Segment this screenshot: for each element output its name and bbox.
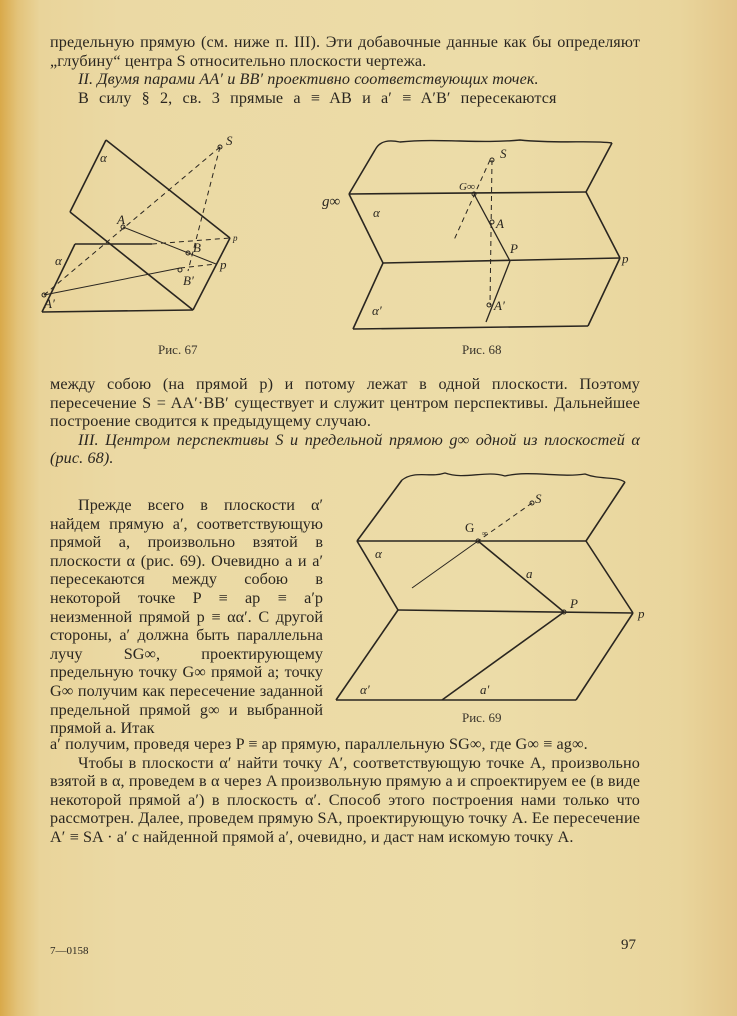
printer-signature: 7—0158 [50, 945, 89, 957]
figure-67 [44, 133, 310, 340]
label-a-prime: a′ [480, 682, 490, 697]
label-p: p [622, 251, 629, 266]
label-B: B [193, 240, 201, 255]
figure-69 [320, 470, 650, 710]
section-II-heading: II. Двумя парами AA′ и BB′ проективно соответствующих точек. [78, 70, 539, 89]
label-A: A [496, 216, 504, 231]
text-block-top [50, 33, 640, 107]
label-P: P [510, 241, 518, 256]
label-a: a [526, 566, 533, 581]
label-A: A [117, 212, 125, 227]
label-G-inf: G∞ [459, 181, 475, 193]
paragraph-6-continued: a′ получим, проведя через P ≡ ap прямую, параллельную SG∞, где G∞ ≡ ag∞. [50, 735, 588, 753]
label-alpha: α [373, 205, 380, 220]
label-p: p [220, 257, 227, 272]
label-alpha-prime: α′ [360, 682, 370, 697]
text-block-narrow [50, 496, 323, 738]
label-A-prime: A′ [494, 298, 505, 313]
text-block-middle [50, 375, 640, 468]
label-p: p [638, 606, 645, 621]
paragraph-1: предельную прямую (см. ниже п. III). Эти добавочные данные как бы определяют „глубину“ центра S относительно плоскости чертежа. [50, 33, 640, 70]
label-G: G [465, 520, 475, 535]
figure-68 [320, 110, 650, 360]
caption-fig-68: Рис. 68 [462, 342, 502, 357]
label-B-prime: B′ [183, 273, 194, 288]
label-S: S [500, 146, 507, 161]
caption-fig-69: Рис. 69 [462, 710, 502, 725]
paragraph-7: Чтобы в плоскости α′ найти точку A′, соответствующую точке A, произвольно взятой в α, проведем в α через A произвольную прямую a и спроектируем ее (в виде некоторой прямой a′) в плоскость α′. Способ этого построения нами только что рассмотрен. Далее, проведем прямую SA, проектирующую точку A. Ее пересечение A′ ≡ SA · a′ с найденной прямой a′, очевидно, и даст нам искомую точку A. [50, 753, 640, 846]
label-S: S [226, 133, 233, 148]
paragraph-3: В силу § 2, св. 3 прямые a ≡ AB и a′ ≡ A′B′ пересекаются [78, 88, 557, 107]
label-alpha: α [375, 546, 382, 561]
label-A-prime: A′ [44, 296, 55, 311]
label-alpha: α [100, 150, 107, 165]
label-infinity: ∞ [482, 529, 488, 538]
label-g-inf: g∞ [322, 194, 341, 210]
label-alpha-lower: α [55, 253, 62, 268]
paragraph-6: Прежде всего в плоскости α′ найдем прямую a′, соответствующую прямой a, произвольно взятой в плоскости α (рис. 69). Очевидно a и a′ пересекаются между собою в некоторой точке P ≡ ap ≡ a′p неизменной прямой p ≡ αα′. С другой стороны, a′ должна быть параллельна лучу SG∞, проектирующему предельную точку G∞ прямой a; точку G∞ получим как пересечение заданной предельной прямой g∞ и выбранной прямой a. Итак [50, 496, 323, 738]
label-p-top: p [233, 233, 238, 243]
caption-fig-67: Рис. 67 [158, 342, 198, 357]
paragraph-4: между собою (на прямой p) и потому лежат в одной плоскости. Поэтому пересечение S = AA′·BB′ существует и служит центром перспективы. Дальнейшее построение сводится к предыдущему случаю. [50, 375, 640, 431]
page-number: 97 [621, 937, 636, 953]
section-III-heading: III. Центром перспективы S и предельной прямою g∞ одной из плоскостей α (рис. 68). [50, 430, 640, 468]
label-alpha-prime: α′ [372, 303, 382, 318]
label-S: S [535, 491, 542, 506]
label-P: P [570, 596, 578, 611]
text-block-bottom [50, 735, 640, 847]
